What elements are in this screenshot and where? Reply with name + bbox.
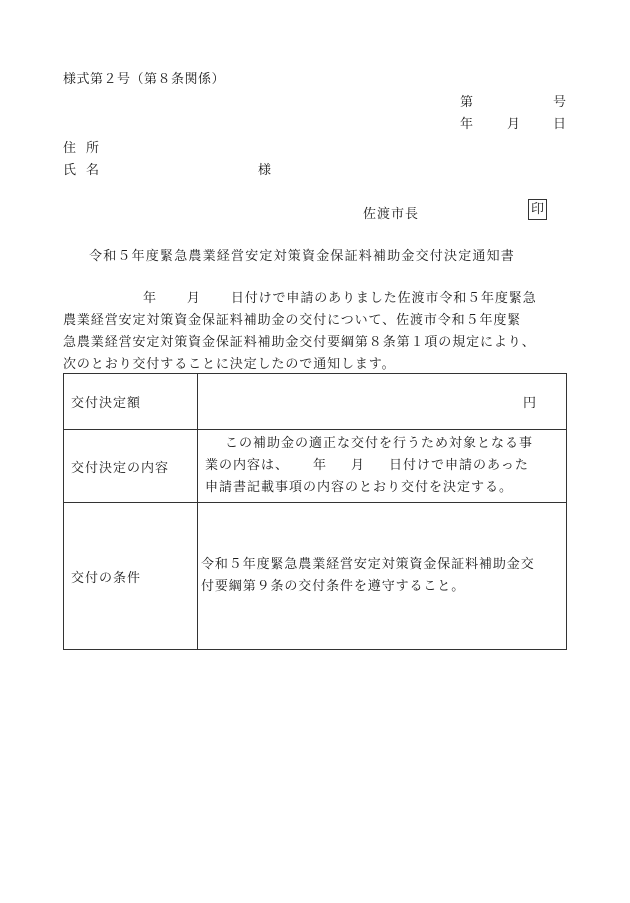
table-row	[64, 503, 567, 650]
grant-decision-table	[63, 373, 567, 650]
issuer-title: 佐渡市長	[363, 207, 420, 222]
document-number-prefix: 第	[460, 95, 474, 110]
body-line-4: 次のとおり交付することに決定したので通知します。	[63, 357, 396, 372]
table-row	[64, 430, 567, 503]
grant-amount-value	[198, 374, 567, 430]
conditions-line-1: 令和５年度緊急農業経営安定対策資金保証料補助金交	[201, 557, 535, 572]
content-line-3: 申請書記載事項の内容のとおり交付を決定する。	[205, 480, 514, 495]
body-line-2: 農業経営安定対策資金保証料補助金の交付について、佐渡市令和５年度緊	[63, 313, 522, 328]
body-line-3: 急農業経営安定対策資金保証料補助金交付要綱第８条第１項の規定により、	[63, 335, 536, 350]
body-month-label: 月	[186, 291, 201, 306]
date-month-label: 月	[507, 117, 521, 132]
form-number: 様式第２号（第８条関係）	[63, 72, 226, 87]
table-row	[64, 374, 567, 430]
body-line-1-text: 日付けで申請のありました佐渡市令和５年度緊急	[230, 291, 537, 306]
content-month-label: 月	[351, 458, 366, 473]
grant-amount-label: 交付決定額	[64, 374, 198, 430]
grant-content-label: 交付決定の内容	[64, 430, 198, 503]
yen-unit: 円	[522, 396, 536, 411]
document-number-suffix: 号	[553, 95, 567, 110]
address-label: 住所	[63, 141, 110, 156]
date-year-label: 年	[460, 117, 474, 132]
body-year-label: 年	[143, 291, 157, 306]
content-line-2-prefix: 業の内容は、	[205, 458, 290, 473]
conditions-line-2: 付要綱第９条の交付条件を遵守すること。	[201, 579, 466, 594]
honorific: 様	[258, 163, 272, 178]
body-line-1	[63, 288, 583, 310]
content-line-2-rest: 日付けで申請のあった	[389, 458, 529, 473]
body-paragraph	[63, 288, 583, 376]
grant-content-value	[198, 430, 567, 503]
name-label: 氏名	[63, 163, 110, 178]
grant-conditions-label: 交付の条件	[64, 503, 198, 650]
grant-conditions-value	[198, 503, 567, 650]
date-day-label: 日	[553, 117, 567, 132]
seal-stamp: 印	[528, 199, 547, 220]
content-line-1: この補助金の適正な交付を行うため対象となる事	[225, 436, 534, 451]
document-title: 令和５年度緊急農業経営安定対策資金保証料補助金交付決定通知書	[89, 249, 516, 264]
content-year-label: 年	[313, 458, 328, 473]
